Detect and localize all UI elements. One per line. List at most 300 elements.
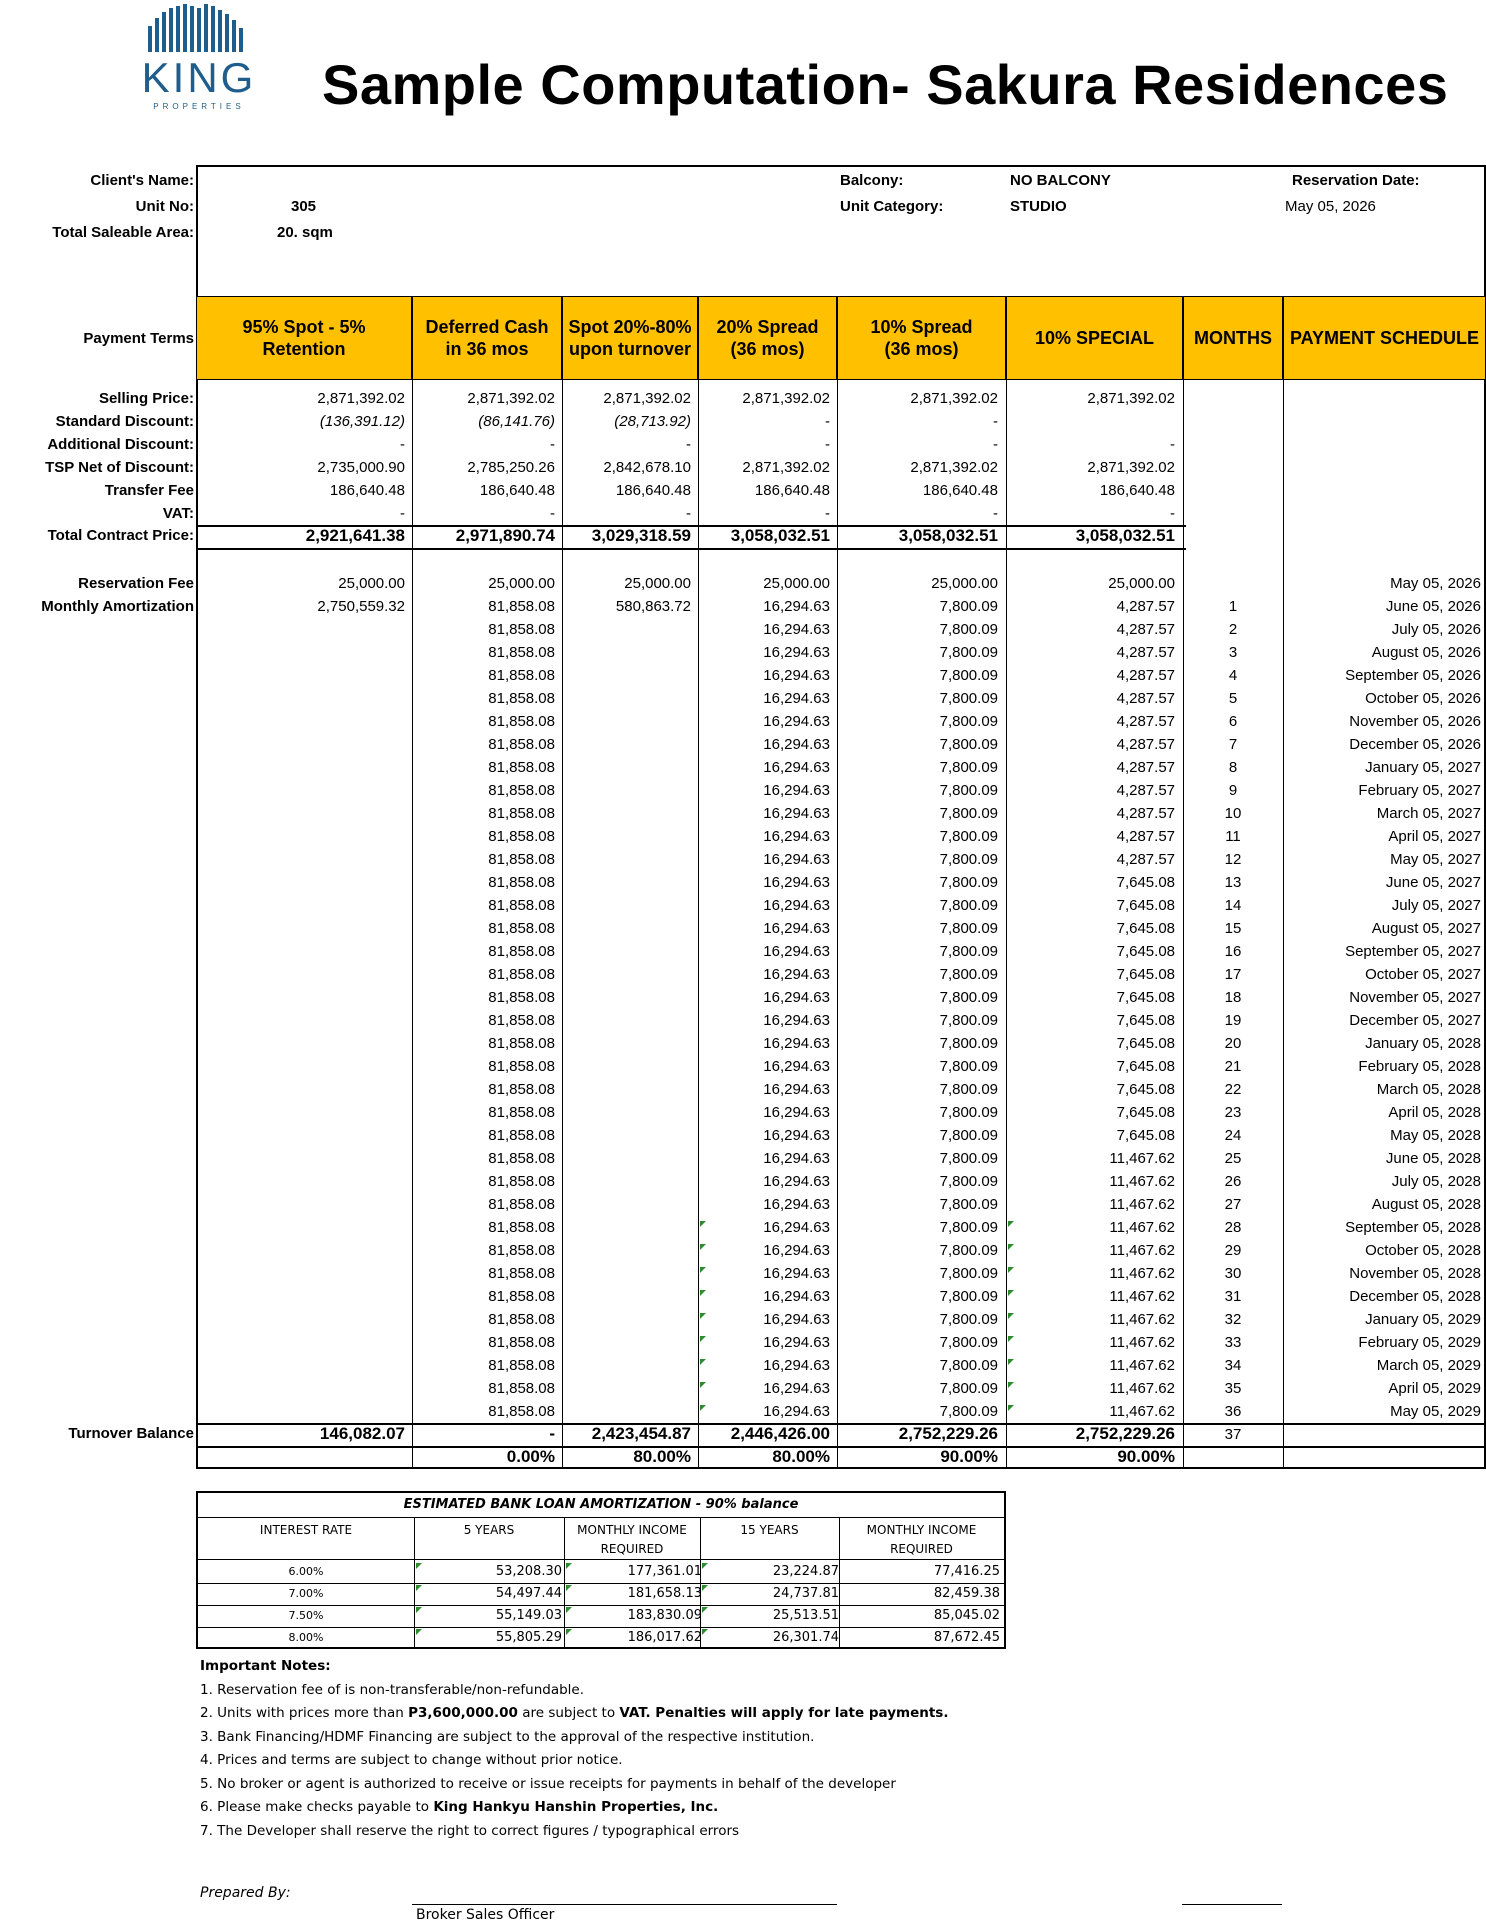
amort-date: January 05, 2029 — [1365, 1311, 1481, 1328]
price-cell-special: 2,871,392.02 — [1087, 459, 1175, 476]
amort-spread-20: 16,294.63 — [763, 1104, 830, 1121]
tcp-deferred: 2,971,890.74 — [455, 526, 555, 545]
loan-value: 24,737.81 — [772, 1586, 839, 1601]
amort-spread-10: 7,800.09 — [939, 1127, 998, 1144]
price-cell-spread-20: - — [825, 505, 830, 522]
header-deferred-cash-text: Deferred Cash in 36 mos — [425, 317, 549, 359]
amort-special: 4,287.57 — [1116, 621, 1175, 638]
price-cell-spread-10: 2,871,392.02 — [910, 459, 998, 476]
amort-spread-10: 7,800.09 — [939, 943, 998, 960]
price-cell-95-spot: 2,735,000.90 — [317, 459, 405, 476]
amort-spread-10: 7,800.09 — [939, 1058, 998, 1075]
amort-deferred: 81,858.08 — [488, 943, 555, 960]
signature-line-date — [1182, 1904, 1282, 1905]
amort-month: 19 — [1224, 1012, 1242, 1029]
amort-spread-20: 16,294.63 — [763, 621, 830, 638]
amort-deferred: 81,858.08 — [488, 828, 555, 845]
price-row-label: Selling Price: — [98, 390, 194, 407]
amort-spread-10: 7,800.09 — [939, 1288, 998, 1305]
amort-deferred: 81,858.08 — [488, 782, 555, 799]
amort-special: 4,287.57 — [1116, 828, 1175, 845]
amort-date: June 05, 2027 — [1385, 874, 1481, 891]
amort-spread-10: 7,800.09 — [939, 759, 998, 776]
amort-spread-20: 16,294.63 — [763, 1081, 830, 1098]
loan-header-5y: 5 YEARS — [463, 1523, 515, 1537]
amort-deferred: 81,858.08 — [488, 1265, 555, 1282]
loan-row-line — [198, 1627, 1004, 1628]
amort-date: September 05, 2027 — [1345, 943, 1481, 960]
amort-deferred: 81,858.08 — [488, 1104, 555, 1121]
amort-month: 35 — [1224, 1380, 1242, 1397]
header-months-text: MONTHS — [1194, 328, 1272, 348]
amort-special: 7,645.08 — [1116, 1035, 1175, 1052]
amort-spread-10: 7,800.09 — [939, 1242, 998, 1259]
amort-special: 4,287.57 — [1116, 782, 1175, 799]
amort-month: 32 — [1224, 1311, 1242, 1328]
turnover-spread-20: 2,446,426.00 — [730, 1424, 830, 1443]
important-notes — [200, 1655, 948, 1843]
tcp-label: Total Contract Price: — [47, 527, 194, 544]
amort-spread-20: 16,294.63 — [763, 1035, 830, 1052]
amort-spread-20: 16,294.63 — [763, 1403, 830, 1420]
amort-special: 7,645.08 — [1116, 1058, 1175, 1075]
amort-deferred: 81,858.08 — [488, 1288, 555, 1305]
amort-special: 11,467.62 — [1109, 1265, 1175, 1282]
amort-date: December 05, 2027 — [1349, 1012, 1481, 1029]
turnover-month: 37 — [1224, 1426, 1242, 1443]
price-cell-95-spot: - — [400, 505, 405, 522]
amort-spread-20: 16,294.63 — [763, 690, 830, 707]
loan-rate: 8.00% — [288, 1631, 324, 1644]
amort-spread-20: 16,294.63 — [763, 1288, 830, 1305]
cell-note-marker — [1008, 1290, 1014, 1296]
amort-month: 1 — [1228, 598, 1238, 615]
amort-special: 11,467.62 — [1109, 1403, 1175, 1420]
page-title: Sample Computation- Sakura Residences — [322, 53, 1449, 116]
header-payment-schedule-text: PAYMENT SCHEDULE — [1289, 328, 1480, 348]
amort-date: August 05, 2028 — [1371, 1196, 1481, 1213]
resfee-spread-10: 25,000.00 — [931, 575, 998, 592]
amort-date: May 05, 2028 — [1390, 1127, 1481, 1144]
amort-deferred: 81,858.08 — [488, 759, 555, 776]
note-2-price: P3,600,000.00 — [408, 1705, 518, 1721]
amort-spread-10: 7,800.09 — [939, 966, 998, 983]
amort-date: September 05, 2026 — [1345, 667, 1481, 684]
amort-date: April 05, 2029 — [1388, 1380, 1481, 1397]
amort-date: February 05, 2028 — [1358, 1058, 1481, 1075]
amort-spread-20: 16,294.63 — [763, 1196, 830, 1213]
note-2-c: are subject to — [517, 1705, 620, 1721]
amort-spread-20: 16,294.63 — [763, 1334, 830, 1351]
header-deferred-cash — [412, 296, 562, 380]
turnover-bottom-line — [196, 1446, 1486, 1448]
amort-spread-10: 7,800.09 — [939, 1380, 998, 1397]
cell-note-marker — [566, 1563, 572, 1569]
price-row-label: VAT: — [162, 505, 194, 522]
cell-note-marker — [702, 1585, 708, 1591]
amort-month: 17 — [1224, 966, 1242, 983]
price-cell-spot-20: 2,842,678.10 — [603, 459, 691, 476]
amort-deferred: 81,858.08 — [488, 644, 555, 661]
amort-deferred: 81,858.08 — [488, 805, 555, 822]
amort-month: 31 — [1224, 1288, 1242, 1305]
amort-spread-20: 16,294.63 — [763, 989, 830, 1006]
amort-date: November 05, 2026 — [1349, 713, 1481, 730]
amort-month: 18 — [1224, 989, 1242, 1006]
amort-spread-20: 16,294.63 — [763, 713, 830, 730]
col-line-5 — [1006, 380, 1007, 1469]
amort-date: June 05, 2026 — [1385, 598, 1481, 615]
tcp-spread-20: 3,058,032.51 — [730, 526, 830, 545]
loan-row-line — [198, 1583, 1004, 1584]
bank-loan-table — [196, 1491, 1006, 1649]
amort-special: 11,467.62 — [1109, 1357, 1175, 1374]
header-payment-schedule — [1283, 296, 1486, 380]
amort-spread-20: 16,294.63 — [763, 759, 830, 776]
amort-spread-10: 7,800.09 — [939, 1012, 998, 1029]
price-cell-95-spot: 2,871,392.02 — [317, 390, 405, 407]
resfee-special: 25,000.00 — [1108, 575, 1175, 592]
amort-special: 4,287.57 — [1116, 805, 1175, 822]
amort-deferred: 81,858.08 — [488, 897, 555, 914]
amort-deferred: 81,858.08 — [488, 1196, 555, 1213]
price-cell-spot-20: 2,871,392.02 — [603, 390, 691, 407]
cell-note-marker — [416, 1563, 422, 1569]
amort-spread-10: 7,800.09 — [939, 644, 998, 661]
price-row-label: Additional Discount: — [47, 436, 194, 453]
note-7: 7. The Developer shall reserve the right to correct figures / typographical errors — [200, 1822, 740, 1839]
amort-spread-20: 16,294.63 — [763, 805, 830, 822]
percent-spread-20: 80.00% — [772, 1447, 830, 1466]
cell-note-marker — [1008, 1336, 1014, 1342]
amort-spread-10: 7,800.09 — [939, 667, 998, 684]
king-logo — [134, 4, 264, 114]
amort-spread-20: 16,294.63 — [763, 1380, 830, 1397]
cell-note-marker — [416, 1629, 422, 1635]
loan-value: 87,672.45 — [933, 1630, 1000, 1645]
balcony-value: NO BALCONY — [1010, 172, 1111, 189]
cell-note-marker — [702, 1607, 708, 1613]
amort-spread-10: 7,800.09 — [939, 713, 998, 730]
tcp-95-spot: 2,921,641.38 — [305, 526, 405, 545]
percent-special: 90.00% — [1117, 1447, 1175, 1466]
cell-note-marker — [700, 1405, 706, 1411]
note-2 — [200, 1702, 948, 1726]
amort-special: 7,645.08 — [1116, 989, 1175, 1006]
note-6-a: 6. Please make checks payable to — [200, 1799, 434, 1815]
loan-value: 186,017.62 — [627, 1630, 702, 1645]
amort-spread-20: 16,294.63 — [763, 1242, 830, 1259]
header-10-spread-text: 10% Spread (36 mos) — [870, 317, 973, 359]
loan-value: 25,513.51 — [772, 1608, 839, 1623]
amort-spread-10: 7,800.09 — [939, 1219, 998, 1236]
amort-spread-20: 16,294.63 — [763, 1012, 830, 1029]
note-6-company: King Hankyu Hanshin Properties, Inc. — [433, 1799, 719, 1815]
amort-spread-10: 7,800.09 — [939, 1334, 998, 1351]
price-cell-spread-20: 186,640.48 — [754, 482, 830, 499]
turnover-deferred: - — [549, 1424, 555, 1443]
amort-month: 27 — [1224, 1196, 1242, 1213]
amort-spread-10: 7,800.09 — [939, 920, 998, 937]
amort-spread-20: 16,294.63 — [763, 1127, 830, 1144]
amort-special: 7,645.08 — [1116, 1081, 1175, 1098]
amort-month: 21 — [1224, 1058, 1242, 1075]
amort-date: November 05, 2028 — [1349, 1265, 1481, 1282]
amort-special: 7,645.08 — [1116, 966, 1175, 983]
loan-value: 183,830.09 — [627, 1608, 702, 1623]
amort-spread-20: 16,294.63 — [763, 1150, 830, 1167]
signature-line-officer — [412, 1904, 837, 1905]
amort-deferred: 81,858.08 — [488, 1058, 555, 1075]
amort-month: 16 — [1224, 943, 1242, 960]
loan-rate: 6.00% — [288, 1565, 324, 1578]
amort-spread-20: 16,294.63 — [763, 1357, 830, 1374]
amort-deferred: 81,858.08 — [488, 1173, 555, 1190]
amort-deferred: 81,858.08 — [488, 989, 555, 1006]
amort-date: November 05, 2027 — [1349, 989, 1481, 1006]
reservation-date-label: Reservation Date: — [1292, 172, 1420, 189]
amort-spread-10: 7,800.09 — [939, 989, 998, 1006]
header-months — [1183, 296, 1283, 380]
amort-spread-20: 16,294.63 — [763, 828, 830, 845]
amort-month: 30 — [1224, 1265, 1242, 1282]
amort-date: December 05, 2026 — [1349, 736, 1481, 753]
col-line-1 — [412, 380, 413, 1469]
price-cell-deferred: 186,640.48 — [479, 482, 555, 499]
amort-month: 11 — [1225, 828, 1241, 845]
amort-date: December 05, 2028 — [1349, 1288, 1481, 1305]
col-line-7 — [1283, 380, 1284, 1469]
amort-month: 34 — [1224, 1357, 1242, 1374]
amort-special: 11,467.62 — [1109, 1150, 1175, 1167]
amort-deferred: 81,858.08 — [488, 920, 555, 937]
cell-note-marker — [1008, 1405, 1014, 1411]
loan-title: ESTIMATED BANK LOAN AMORTIZATION - 90% balance — [403, 1497, 799, 1512]
amort-special: 4,287.57 — [1116, 713, 1175, 730]
price-cell-special: - — [1170, 436, 1175, 453]
unit-category-label: Unit Category: — [840, 198, 944, 215]
notes-heading: Important Notes: — [200, 1658, 331, 1674]
turnover-95-spot: 146,082.07 — [319, 1424, 405, 1443]
amort-deferred: 81,858.08 — [488, 1081, 555, 1098]
amort-deferred: 81,858.08 — [488, 621, 555, 638]
amort-95-spot: 2,750,559.32 — [317, 598, 405, 615]
amort-deferred: 81,858.08 — [488, 1150, 555, 1167]
prepared-by-label: Prepared By: — [200, 1885, 291, 1901]
amort-spread-10: 7,800.09 — [939, 1035, 998, 1052]
price-cell-special: 186,640.48 — [1099, 482, 1175, 499]
price-cell-deferred: - — [550, 505, 555, 522]
amort-spread-10: 7,800.09 — [939, 690, 998, 707]
amort-month: 2 — [1228, 621, 1238, 638]
amort-spread-10: 7,800.09 — [939, 805, 998, 822]
header-spot-20-80-text: Spot 20%-80% upon turnover — [568, 317, 692, 359]
amort-spread-20: 16,294.63 — [763, 920, 830, 937]
cell-note-marker — [416, 1585, 422, 1591]
amort-date: March 05, 2029 — [1376, 1357, 1481, 1374]
cell-note-marker — [700, 1221, 706, 1227]
amort-date: March 05, 2027 — [1376, 805, 1481, 822]
cell-note-marker — [700, 1336, 706, 1342]
saleable-area-label: Total Saleable Area: — [52, 224, 194, 241]
amort-deferred: 81,858.08 — [488, 713, 555, 730]
unit-no-value: 305 — [291, 198, 317, 215]
loan-value: 82,459.38 — [933, 1586, 1000, 1601]
amort-special: 11,467.62 — [1109, 1334, 1175, 1351]
cell-note-marker — [700, 1244, 706, 1250]
payment-terms-label: Payment Terms — [83, 330, 194, 347]
amort-spread-10: 7,800.09 — [939, 1196, 998, 1213]
amort-spread-20: 16,294.63 — [763, 736, 830, 753]
amort-date: March 05, 2028 — [1376, 1081, 1481, 1098]
price-cell-spread-10: - — [993, 436, 998, 453]
note-4: 4. Prices and terms are subject to change without prior notice. — [200, 1752, 623, 1768]
header-20-spread-text: 20% Spread (36 mos) — [716, 317, 819, 359]
note-2-a: 2. Units with prices more than — [200, 1705, 409, 1721]
loan-row-line — [198, 1605, 1004, 1606]
amort-special: 11,467.62 — [1109, 1288, 1175, 1305]
cell-note-marker — [700, 1290, 706, 1296]
amort-deferred: 81,858.08 — [488, 874, 555, 891]
header-95-spot-text: 95% Spot - 5% Retention — [242, 317, 366, 359]
amort-date: October 05, 2027 — [1365, 966, 1481, 983]
price-cell-95-spot: (136,391.12) — [319, 413, 405, 430]
note-3: 3. Bank Financing/HDMF Financing are subject to the approval of the respective institution. — [200, 1728, 815, 1745]
amort-month: 3 — [1228, 644, 1238, 661]
amort-month: 36 — [1224, 1403, 1242, 1420]
amort-spread-10: 7,800.09 — [939, 621, 998, 638]
price-cell-spot-20: 186,640.48 — [615, 482, 691, 499]
balcony-label: Balcony: — [840, 172, 904, 189]
price-cell-95-spot: - — [400, 436, 405, 453]
amort-date: October 05, 2026 — [1365, 690, 1481, 707]
amort-special: 4,287.57 — [1116, 690, 1175, 707]
amort-month: 28 — [1224, 1219, 1242, 1236]
amort-month: 4 — [1228, 667, 1238, 684]
amort-spread-10: 7,800.09 — [939, 874, 998, 891]
amort-special: 7,645.08 — [1116, 874, 1175, 891]
amort-deferred: 81,858.08 — [488, 1403, 555, 1420]
amort-special: 11,467.62 — [1109, 1380, 1175, 1397]
amort-special: 4,287.57 — [1116, 598, 1175, 615]
loan-title-line — [198, 1517, 1004, 1518]
price-cell-special: 2,871,392.02 — [1087, 390, 1175, 407]
tcp-spot-20: 3,029,318.59 — [591, 526, 691, 545]
note-5: 5. No broker or agent is authorized to receive or issue receipts for payments in behalf of the developer — [200, 1775, 896, 1792]
col-line-3 — [698, 380, 699, 1469]
price-cell-spread-10: - — [993, 413, 998, 430]
price-cell-deferred: (86,141.76) — [478, 413, 555, 430]
amort-date: February 05, 2027 — [1358, 782, 1481, 799]
amort-month: 7 — [1228, 736, 1238, 753]
saleable-area-value: 20. sqm — [277, 224, 333, 241]
price-cell-spread-20: - — [825, 436, 830, 453]
header-95-spot — [196, 296, 412, 380]
logo-subtext: PROPERTIES — [153, 102, 245, 111]
cell-note-marker — [702, 1563, 708, 1569]
amort-spread-20: 16,294.63 — [763, 598, 830, 615]
cell-note-marker — [1008, 1313, 1014, 1319]
amort-month: 15 — [1224, 920, 1242, 937]
cell-note-marker — [1008, 1267, 1014, 1273]
amort-month: 20 — [1224, 1035, 1242, 1052]
note-6 — [200, 1796, 948, 1820]
loan-header-income-5y: MONTHLY INCOME — [577, 1523, 687, 1537]
amort-date: August 05, 2026 — [1371, 644, 1481, 661]
amort-deferred: 81,858.08 — [488, 667, 555, 684]
amort-special: 7,645.08 — [1116, 1012, 1175, 1029]
unit-no-label: Unit No: — [135, 198, 194, 215]
cell-note-marker — [566, 1607, 572, 1613]
percent-deferred: 0.00% — [506, 1447, 555, 1466]
amort-special: 4,287.57 — [1116, 644, 1175, 661]
amort-date: July 05, 2026 — [1391, 621, 1481, 638]
amort-special: 7,645.08 — [1116, 897, 1175, 914]
turnover-balance-label: Turnover Balance — [68, 1425, 194, 1442]
loan-value: 53,208.30 — [495, 1564, 562, 1579]
cell-note-marker — [566, 1629, 572, 1635]
amort-spread-10: 7,800.09 — [939, 828, 998, 845]
loan-header-15y: 15 YEARS — [740, 1523, 799, 1537]
amort-date: August 05, 2027 — [1371, 920, 1481, 937]
loan-value: 55,149.03 — [495, 1608, 562, 1623]
amort-special: 7,645.08 — [1116, 943, 1175, 960]
amort-spread-20: 16,294.63 — [763, 966, 830, 983]
amort-deferred: 81,858.08 — [488, 1242, 555, 1259]
amort-deferred: 81,858.08 — [488, 1219, 555, 1236]
cell-note-marker — [1008, 1221, 1014, 1227]
amort-date: January 05, 2027 — [1365, 759, 1481, 776]
loan-value: 181,658.13 — [627, 1586, 702, 1601]
resfee-spread-20: 25,000.00 — [763, 575, 830, 592]
turnover-special: 2,752,229.26 — [1075, 1424, 1175, 1443]
amort-spread-10: 7,800.09 — [939, 1173, 998, 1190]
cell-note-marker — [700, 1382, 706, 1388]
amort-month: 26 — [1224, 1173, 1242, 1190]
loan-value: 177,361.01 — [627, 1564, 702, 1579]
amort-deferred: 81,858.08 — [488, 690, 555, 707]
amort-deferred: 81,858.08 — [488, 736, 555, 753]
amort-date: October 05, 2028 — [1365, 1242, 1481, 1259]
amort-special: 11,467.62 — [1109, 1219, 1175, 1236]
amort-date: May 05, 2029 — [1390, 1403, 1481, 1420]
broker-sales-officer-label: Broker Sales Officer — [416, 1907, 555, 1923]
amort-spread-10: 7,800.09 — [939, 1311, 998, 1328]
amort-spread-10: 7,800.09 — [939, 1104, 998, 1121]
loan-header-income-15y: MONTHLY INCOME — [866, 1523, 977, 1537]
loan-value: 85,045.02 — [933, 1608, 1000, 1623]
amort-spread-10: 7,800.09 — [939, 1265, 998, 1282]
amort-deferred: 81,858.08 — [488, 1127, 555, 1144]
amort-spread-20: 16,294.63 — [763, 1173, 830, 1190]
amort-spread-20: 16,294.63 — [763, 874, 830, 891]
tcp-spread-10: 3,058,032.51 — [898, 526, 998, 545]
amort-date: June 05, 2028 — [1385, 1150, 1481, 1167]
amort-spread-20: 16,294.63 — [763, 1311, 830, 1328]
amort-month: 22 — [1224, 1081, 1242, 1098]
amort-deferred: 81,858.08 — [488, 598, 555, 615]
amort-spread-20: 16,294.63 — [763, 1265, 830, 1282]
amort-deferred: 81,858.08 — [488, 1311, 555, 1328]
building-logo-icon — [134, 4, 264, 54]
price-cell-spread-10: - — [993, 505, 998, 522]
price-cell-deferred: - — [550, 436, 555, 453]
resfee-date: May 05, 2026 — [1390, 575, 1481, 592]
percent-spread-10: 90.00% — [940, 1447, 998, 1466]
price-cell-spot-20: - — [686, 436, 691, 453]
price-cell-spot-20: - — [686, 505, 691, 522]
amort-special: 11,467.62 — [1109, 1173, 1175, 1190]
